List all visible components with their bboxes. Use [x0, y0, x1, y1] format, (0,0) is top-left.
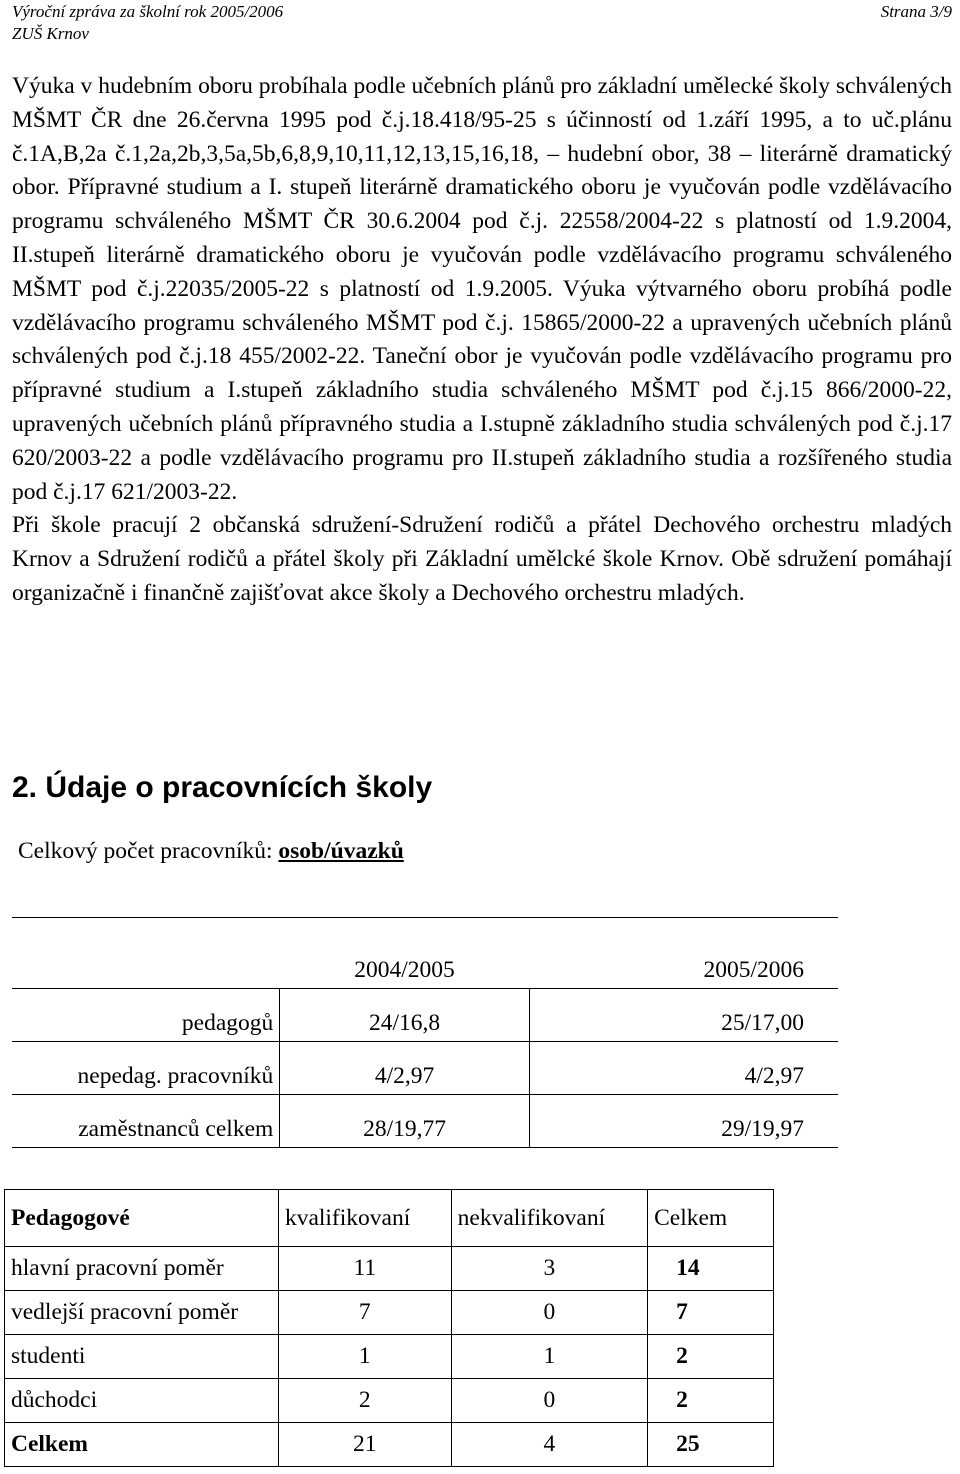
teachers-row-total: 2	[648, 1335, 774, 1379]
teachers-row-total: 2	[648, 1379, 774, 1423]
body-text	[12, 70, 952, 611]
teachers-row-label: studenti	[5, 1335, 279, 1379]
teachers-row-qualified: 21	[278, 1423, 451, 1467]
header-page-number: Strana 3/9	[880, 2, 952, 21]
table-row	[5, 1247, 774, 1291]
staff-row-value-1: 28/19,77	[280, 1095, 529, 1148]
section-heading: 2. Údaje o pracovnících školy	[12, 771, 433, 804]
table-row	[5, 1423, 774, 1467]
paragraph-associations: Při škole pracují 2 občanská sdružení-Sdružení rodičů a přátel Dechového orchestru mladých Krnov a Sdružení rodičů a přátel školy při Základní umělcké škole Krnov. Obě sdružení pomáhají organizačně i finančně zajišťovat akce školy a Dechového orchestru mladých.	[12, 512, 952, 606]
staff-row-value-2: 25/17,00	[529, 989, 838, 1042]
header-doc-title: Výroční zpráva za školní rok 2005/2006	[12, 2, 284, 21]
header-school: ZUŠ Krnov	[12, 24, 89, 43]
staff-header-year-2: 2005/2006	[703, 957, 804, 983]
staff-row-label: zaměstnanců celkem	[78, 1116, 274, 1142]
teachers-header-unqualified: nekvalifikovaní	[451, 1190, 647, 1247]
teachers-row-qualified: 2	[278, 1379, 451, 1423]
teachers-row-qualified: 7	[278, 1291, 451, 1335]
total-staff-label: Celkový počet pracovníků:	[18, 838, 279, 864]
staff-row-value-2: 4/2,97	[529, 1042, 838, 1095]
teachers-row-label: hlavní pracovní poměr	[5, 1247, 279, 1291]
teachers-row-unqualified: 0	[451, 1291, 647, 1335]
table-row	[5, 1335, 774, 1379]
teachers-header-qualified: kvalifikovaní	[278, 1190, 451, 1247]
total-staff-line	[18, 836, 404, 866]
table-row	[5, 1291, 774, 1335]
teachers-header-total: Celkem	[648, 1190, 774, 1247]
teachers-row-unqualified: 3	[451, 1247, 647, 1291]
staff-header-empty	[12, 918, 280, 989]
teachers-table	[4, 1189, 774, 1467]
staff-row-value-1: 24/16,8	[280, 989, 529, 1042]
teachers-row-label: důchodci	[5, 1379, 279, 1423]
teachers-row-total: 7	[648, 1291, 774, 1335]
staff-header-year-1: 2004/2005	[354, 957, 455, 983]
total-staff-unit: osob/úvazků	[278, 838, 404, 864]
teachers-row-qualified: 11	[278, 1247, 451, 1291]
paragraph-curriculum: Výuka v hudebním oboru probíhala podle učebních plánů pro základní umělecké školy schválených MŠMT ČR dne 26.června 1995 pod č.j.18.418/95-25 s účinností od 1.září 1995, a to uč.plánu č.1A,B,2a č.1,2a,2b,3,5a,5b,6,8,9,10,11,12,13,15,16,18, – hudební obor, 38 – literárně dramatický obor. Přípravné studium a I. stupeň literárně dramatického oboru je vyučován podle vzdělávacího programu schváleného MŠMT ČR 30.6.2004 pod č.j. 22558/2004-22 s platností od 1.9.2004, II.stupeň literárně dramatického oboru je vyučován podle vzdělávacího programu schváleného MŠMT pod č.j.22035/2005-22 s platností od 1.9.2005. Výuka výtvarného oboru probíhá podle vzdělávacího programu schváleného MŠMT pod č.j. 15865/2000-22 a upravených učebních plánů schválených pod č.j.18 455/2002-22. Taneční obor je vyučován podle vzdělávacího programu pro přípravné studium a I.stupeň základního studia schváleného MŠMT pod č.j.15 866/2000-22, upravených učebních plánů přípravného studia a I.stupně základního studia schválených pod č.j.17 620/2003-22 a podle vzdělávacího programu pro II.stupeň základního studia a rozšířeného studia pod č.j.17 621/2003-22.	[12, 73, 952, 505]
teachers-row-total: 14	[648, 1247, 774, 1291]
teachers-row-qualified: 1	[278, 1335, 451, 1379]
staff-row-value-2: 29/19,97	[529, 1095, 838, 1148]
teachers-row-label: vedlejší pracovní poměr	[5, 1291, 279, 1335]
teachers-header-category: Pedagogové	[5, 1190, 279, 1247]
teachers-row-total: 25	[648, 1423, 774, 1467]
teachers-row-unqualified: 0	[451, 1379, 647, 1423]
staff-row-value-1: 4/2,97	[280, 1042, 529, 1095]
staff-row-label: nepedag. pracovníků	[77, 1063, 274, 1089]
teachers-row-unqualified: 1	[451, 1335, 647, 1379]
table-row	[12, 989, 838, 1042]
staff-table	[12, 917, 838, 1148]
table-row	[5, 1379, 774, 1423]
staff-table-header	[12, 918, 838, 989]
teachers-row-label: Celkem	[5, 1423, 279, 1467]
table-row	[12, 1095, 838, 1148]
teachers-row-unqualified: 4	[451, 1423, 647, 1467]
teachers-table-header	[5, 1190, 774, 1247]
staff-row-label: pedagogů	[181, 1010, 274, 1036]
table-row	[12, 1042, 838, 1095]
